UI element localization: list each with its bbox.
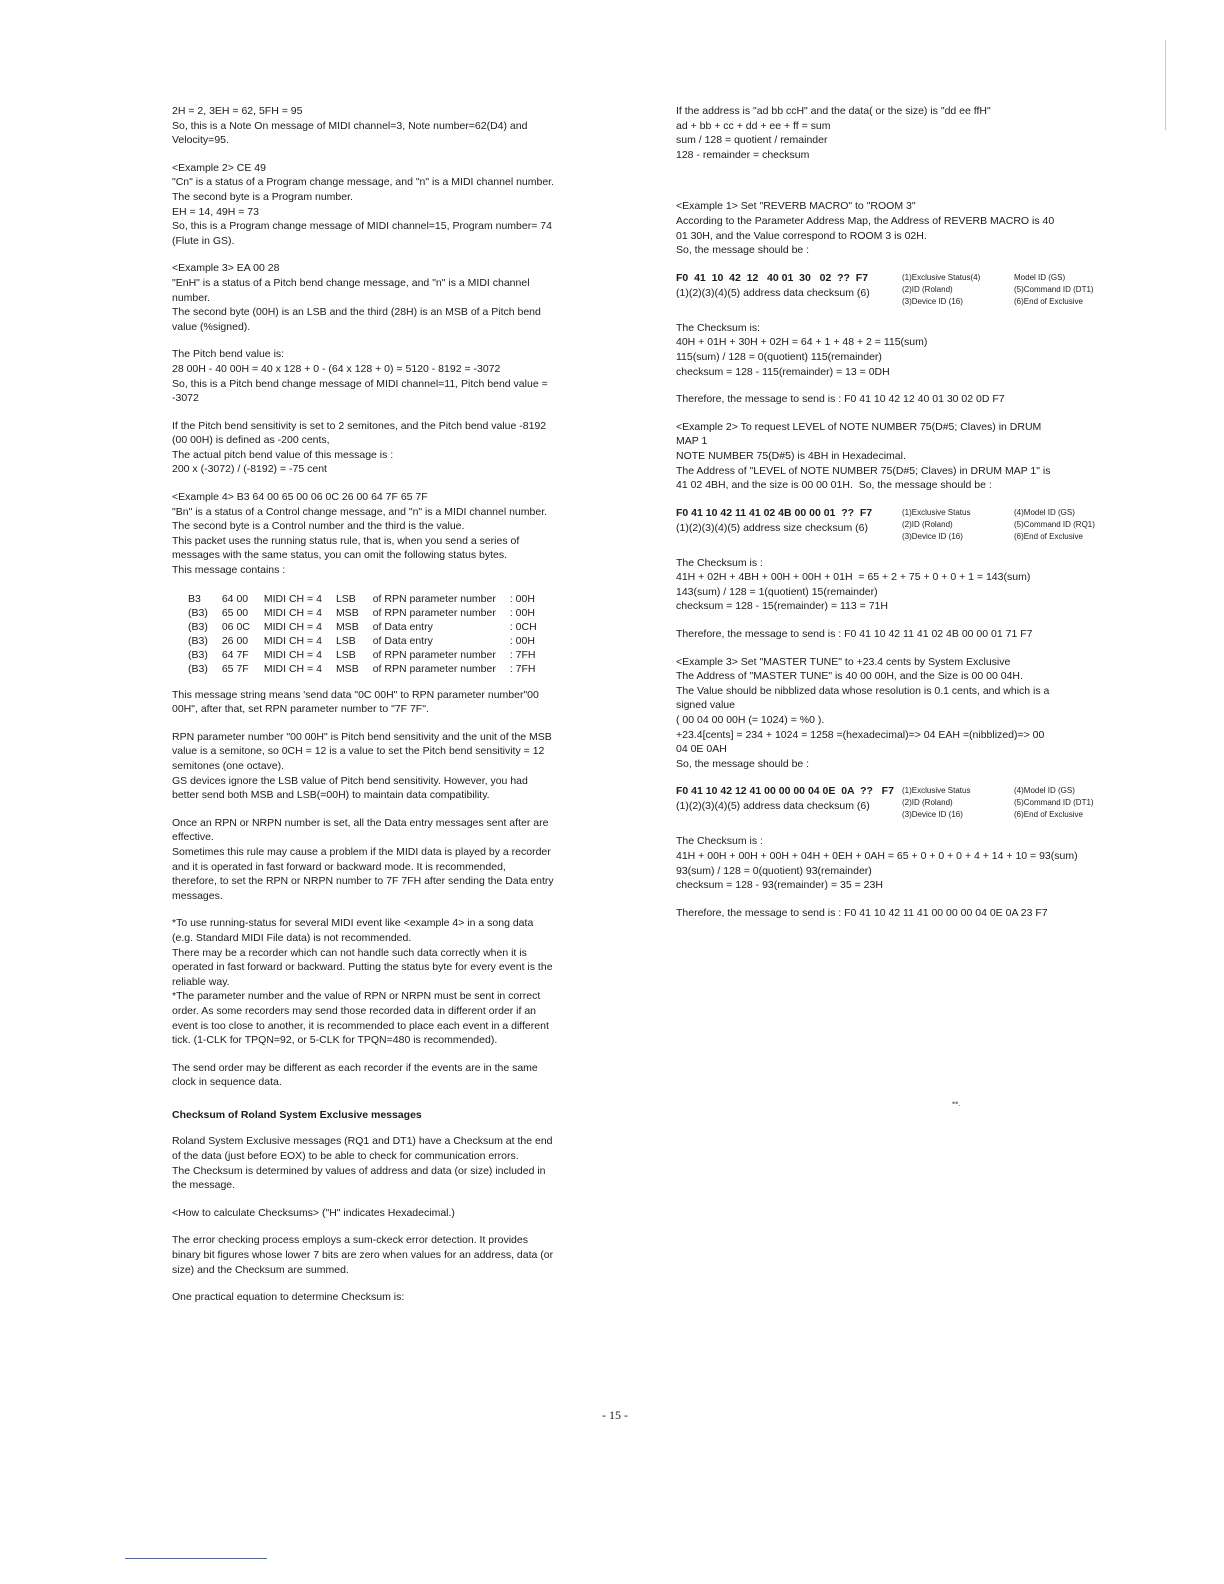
legend-note: (2)ID (Roland) [902,284,953,294]
text-line: -3072 [172,392,199,405]
text-line: better send both MSB and LSB(=00H) to maintain data compatibility. [172,789,490,802]
heading-line: The Value should be nibblized data whose resolution is 0.1 cents, and which is a [676,684,1050,697]
rpn-message-table [188,592,551,676]
heading-line: signed value [676,699,735,712]
table-cell: : 00H [509,634,535,647]
formula-line: ad + bb + cc + dd + ee + ff = sum [676,119,831,132]
legend-note: (6)End of Exclusive [1014,296,1083,306]
right-column [676,104,1128,933]
legend-note: (3)Device ID (16) [902,531,963,541]
legend-note: (1)Exclusive Status [902,507,971,517]
text-line: This message contains : [172,564,286,577]
text-line: semitones (one octave). [172,760,285,772]
text-line: effective. [172,831,214,844]
legend-note: Model ID (GS) [1014,272,1066,282]
text-line: and it is operated in fast forward or backward mode. It is recommended, [172,860,506,873]
text-line: binary bit figures whose lower 7 bits are zero when values for an address, data (or [172,1249,554,1262]
text-line: The Pitch bend value is: [172,348,285,361]
legend-note: (3)Device ID (16) [902,810,963,820]
text-line: The send order may be different as each recorder if the events are in the same [172,1061,538,1074]
table-cell: 06 0C [221,620,250,633]
text-line: order. As some recorders may send those recorded data in different order if an [172,1004,537,1017]
legend-note: (5)Command ID (RQ1) [1014,519,1095,529]
text-line: <Example 4> B3 64 00 65 00 06 0C 26 00 64 7F 65 7F [172,491,428,504]
table-cell: LSB [335,648,356,661]
text-line: operated in fast forward or backward. Putting the status byte for every event is the [172,961,553,974]
table-cell: LSB [335,592,356,605]
table-cell: : 0CH [509,620,537,633]
example-2-block [676,420,1128,642]
text-line: the message. [172,1179,236,1192]
table-cell: (B3) [188,662,208,675]
legend-note: (1)Exclusive Status(4) [902,272,981,282]
text-line: This message string means 'send data "0C 00H" to RPN parameter number"00 [172,688,539,701]
calc-line: 41H + 02H + 4BH + 00H + 00H + 01H = 65 + 2 + 75 + 0 + 0 + 1 = 143(sum) [676,571,1031,584]
table-cell: MIDI CH = 4 [263,606,322,619]
sysex-bytes [676,506,902,543]
result-line: Therefore, the message to send is : F0 41 10 42 12 40 01 30 02 0D F7 [676,393,1005,406]
result-line: Therefore, the message to send is : F0 41 10 42 11 41 02 4B 00 00 01 71 F7 [676,628,1033,641]
text-line: So, this is a Program change message of MIDI channel=15, Program number= 74 [172,220,552,233]
legend-note: (1)Exclusive Status [902,786,971,796]
text-line: "Cn" is a status of a Program change message, and "n" is a MIDI channel number. [172,176,555,189]
text-line: 2H = 2, 3EH = 62, 5FH = 95 [172,105,303,117]
legend-note: (5)Command ID (DT1) [1014,798,1094,808]
text-line: tick. (1-CLK for TPQN=92, or 5-CLK for TPQN=480 is recommended). [172,1034,498,1047]
text-line: of the data (just before EOX) to be able to check for communication errors. [172,1150,519,1163]
heading-line: 04 0E 0AH [676,743,727,756]
text-line: 28 00H - 40 00H = 40 x 128 + 0 - (64 x 128 + 0) = 5120 - 8192 = -3072 [172,362,501,375]
calc-line: checksum = 128 - 15(remainder) = 113 = 71H [676,600,888,613]
sysex-bytes [676,271,902,308]
calc-line: 115(sum) / 128 = 0(quotient) 115(remainder) [676,350,882,363]
result-line: Therefore, the message to send is : F0 41 10 42 11 41 00 00 00 04 0E 0A 23 F7 [676,906,1048,919]
text-line: value is a semitone, so 0CH = 12 is a value to set the Pitch bend sensitivity = 12 [172,745,545,758]
table-cell: B3 [188,592,201,605]
sysex-bytes [676,784,902,821]
table-cell: 64 00 [221,592,249,605]
text-line: The error checking process employs a sum-ckeck error detection. It provides [172,1234,528,1247]
footer-rule [125,1558,267,1559]
text-line: reliable way. [172,975,230,988]
legend-note: (6)End of Exclusive [1014,531,1083,541]
legend-note: (4)Model ID (GS) [1014,786,1075,796]
text-line: This packet uses the running status rule, that is, when you send a series of [172,534,520,547]
table-cell: of Data entry [372,620,433,633]
left-paragraphs-3 [172,1134,627,1304]
text-line: The second byte is a Program number. [172,190,353,203]
text-line: "Bn" is a status of a Control change message, and "n" is a MIDI channel number. [172,505,548,518]
sysex-message [676,784,1128,821]
text-line: The second byte is a Control number and the third is the value. [172,520,465,533]
paragraph [172,347,627,405]
text-line: Velocity=95. [172,134,229,147]
legend-note: (4)Model ID (GS) [1014,507,1075,517]
text-line: clock in sequence data. [172,1076,282,1089]
text-line: (00 00H) is defined as -200 cents, [172,434,330,447]
text-line: <How to calculate Checksums> ("H" indicates Hexadecimal.) [172,1206,455,1219]
paragraph [172,419,627,477]
example-heading [676,655,1128,772]
paragraph [172,916,627,1047]
checksum-formula [676,104,1128,162]
table-cell: : 7FH [509,662,536,675]
formula-line: If the address is "ad bb ccH" and the data( or the size) is "dd ee ffH" [676,105,991,117]
text-line: The actual pitch bend value of this message is : [172,448,394,461]
page-number: - 15 - [602,1408,628,1422]
text-line: So, this is a Note On message of MIDI channel=3, Note number=62(D4) and [172,119,528,132]
table-cell: (B3) [188,606,208,619]
sysex-message [676,506,1128,543]
sysex-legend-notes [902,784,1126,821]
paragraph [172,1233,627,1277]
table-row [188,606,551,620]
paragraph [172,104,627,148]
heading-line: ( 00 04 00 00H (= 1024) = %0 ). [676,714,825,727]
text-line: <Example 2> CE 49 [172,161,266,174]
heading-line: So, the message should be : [676,757,810,770]
legend-note: (5)Command ID (DT1) [1014,284,1094,294]
intro-line: So, the message should be : [676,244,810,257]
paragraph [172,730,627,803]
intro-line: NOTE NUMBER 75(D#5) is 4BH in Hexadecimal. [676,449,906,462]
left-paragraphs-1 [172,104,627,578]
text-line: number. [172,291,210,304]
paragraph [172,816,627,904]
checksum-calculation [676,834,1128,892]
calc-line: 40H + 01H + 30H + 02H = 64 + 1 + 48 + 2 = 115(sum) [676,336,928,349]
table-cell: : 00H [509,606,535,619]
formula-line: sum / 128 = quotient / remainder [676,134,828,147]
formula-line: 128 - remainder = checksum [676,148,810,161]
table-cell: MIDI CH = 4 [263,620,322,633]
text-line: therefore, to set the RPN or NRPN number to 7F 7FH after sending the Data entry [172,875,554,888]
calc-line: checksum = 128 - 115(remainder) = 13 = 0DH [676,365,890,378]
intro-line: 41 02 4BH, and the size is 00 00 01H. So, the message should be : [676,479,992,492]
calc-line: The Checksum is: [676,321,761,334]
sysex-line: F0 41 10 42 12 41 00 00 00 04 0E 0A ?? F7 [676,785,894,798]
legend-note: (2)ID (Roland) [902,798,953,808]
paragraph [172,161,627,249]
text-line: "EnH" is a status of a Pitch bend change message, and "n" is a MIDI channel [172,276,530,289]
example-1-block [676,199,1128,406]
table-cell: of Data entry [372,634,433,647]
table-cell: : 00H [509,592,535,605]
table-cell: MIDI CH = 4 [263,634,322,647]
legend-note: (2)ID (Roland) [902,519,953,529]
checksum-section-heading: Checksum of Roland System Exclusive messages [172,1108,422,1121]
calc-line: 41H + 00H + 00H + 00H + 04H + 0EH + 0AH = 65 + 0 + 0 + 0 + 4 + 14 + 10 = 93(sum) [676,850,1078,862]
text-line: GS devices ignore the LSB value of Pitch bend sensitivity. However, you had [172,774,528,787]
text-line: (Flute in GS). [172,234,235,247]
text-line: messages. [172,889,223,902]
text-line: *The parameter number and the value of RPN or NRPN must be sent in correct [172,990,541,1003]
text-line: EH = 14, 49H = 73 [172,205,259,218]
left-column [172,104,627,1318]
heading-line: <Example 3> Set "MASTER TUNE" to +23.4 cents by System Exclusive [676,655,1011,668]
legend-note: (6)End of Exclusive [1014,810,1083,820]
sysex-line: (1)(2)(3)(4)(5) address size checksum (6) [676,521,868,534]
table-cell: LSB [335,634,356,647]
sysex-legend-notes [902,506,1126,543]
table-cell: MSB [335,620,359,633]
table-row [188,648,551,662]
heading-line: The Address of "MASTER TUNE" is 40 00 00H, and the Size is 00 00 04H. [676,670,1023,683]
table-cell: (B3) [188,648,208,661]
calc-line: 143(sum) / 128 = 1(quotient) 15(remainder) [676,585,878,598]
table-cell: 26 00 [221,634,249,647]
heading-line: <Example 1> Set "REVERB MACRO" to "ROOM 3" [676,200,916,213]
heading-line: +23.4[cents] = 234 + 1024 = 1258 =(hexadecimal)=> 04 EAH =(nibblized)=> 00 [676,728,1045,741]
table-row [188,620,551,634]
checksum-calculation [676,556,1128,614]
text-line: messages with the same status, you can omit the following status bytes. [172,549,507,562]
intro-line: 01 30H, and the Value correspond to ROOM 3 is 02H. [676,229,927,242]
text-line: The second byte (00H) is an LSB and the third (28H) is an MSB of a Pitch bend [172,306,541,319]
text-line: Roland System Exclusive messages (RQ1 and DT1) have a Checksum at the end [172,1135,553,1148]
text-line: The Checksum is determined by values of address and data (or size) included in [172,1164,546,1177]
legend-note: (3)Device ID (16) [902,296,963,306]
table-cell: of RPN parameter number [372,662,496,675]
sysex-message [676,271,1128,308]
table-row [188,634,551,648]
sysex-legend-notes [902,271,1126,308]
text-line: <Example 3> EA 00 28 [172,262,280,275]
text-line: value (%signed). [172,320,251,333]
text-line: So, this is a Pitch bend change message of MIDI channel=11, Pitch bend value = [172,377,548,390]
table-cell: 65 00 [221,606,249,619]
text-line: RPN parameter number "00 00H" is Pitch bend sensitivity and the unit of the MSB [172,730,552,743]
sysex-line: F0 41 10 42 11 41 02 4B 00 00 01 ?? F7 [676,506,873,519]
paragraph [172,261,627,334]
table-cell: of RPN parameter number [372,606,496,619]
heading-line: <Example 2> To request LEVEL of NOTE NUMBER 75(D#5; Claves) in DRUM [676,420,1042,433]
table-cell: 64 7F [221,648,249,661]
table-cell: MIDI CH = 4 [263,662,322,675]
text-line: 00H", after that, set RPN parameter number to "7F 7F". [172,703,429,716]
example-heading [676,420,1128,493]
checksum-calculation [676,321,1128,379]
table-cell: of RPN parameter number [372,592,496,605]
example-3-block [676,655,1128,921]
text-line: size) and the Checksum are summed. [172,1263,349,1276]
table-cell: : 7FH [509,648,536,661]
intro-line: The Address of "LEVEL of NOTE NUMBER 75(D#5; Claves) in DRUM MAP 1" is [676,464,1051,477]
sysex-line: (1)(2)(3)(4)(5) address data checksum (6) [676,286,870,299]
table-row [188,662,551,676]
table-cell: MIDI CH = 4 [263,592,322,605]
paragraph [172,1206,627,1221]
table-row [188,592,551,606]
left-paragraphs-2 [172,688,627,1090]
heading-line: MAP 1 [676,435,708,448]
calc-line: checksum = 128 - 93(remainder) = 35 = 23H [676,879,883,892]
text-line: event is too close to another, it is recommended to place each event in a different [172,1019,549,1032]
sysex-line: F0 41 10 42 12 40 01 30 02 ?? F7 [676,271,869,284]
paragraph [172,490,627,578]
paragraph [172,688,627,717]
text-line: Sometimes this rule may cause a problem if the MIDI data is played by a recorder [172,845,551,858]
table-cell: 65 7F [221,662,249,675]
text-line: (e.g. Standard MIDI File data) is not recommended. [172,931,412,944]
table-cell: MSB [335,606,359,619]
intro-line: According to the Parameter Address Map, the Address of REVERB MACRO is 40 [676,214,1055,227]
table-cell: MSB [335,662,359,675]
text-line: 200 x (-3072) / (-8192) = -75 cent [172,463,327,476]
paragraph [172,1134,627,1192]
sysex-line: (1)(2)(3)(4)(5) address data checksum (6) [676,800,870,813]
table-cell: MIDI CH = 4 [263,648,322,661]
calc-line: 93(sum) / 128 = 0(quotient) 93(remainder) [676,864,872,877]
example-heading [676,199,1128,257]
calc-line: The Checksum is : [676,835,763,848]
calc-line: The Checksum is : [676,556,763,569]
text-line: Once an RPN or NRPN number is set, all the Data entry messages sent after are [172,816,549,829]
text-line: One practical equation to determine Checksum is: [172,1291,405,1304]
paragraph [172,1290,627,1305]
paragraph [172,1061,627,1090]
table-cell: of RPN parameter number [372,648,496,661]
text-line: There may be a recorder which can not handle such data correctly when it is [172,946,527,959]
table-cell: (B3) [188,620,208,633]
text-line: If the Pitch bend sensitivity is set to 2 semitones, and the Pitch bend value -8192 [172,419,547,432]
table-cell: (B3) [188,634,208,647]
scan-edge-line [1165,40,1166,130]
scan-speckle: ••. [952,1098,961,1108]
text-line: *To use running-status for several MIDI event like <example 4> in a song data [172,917,534,930]
